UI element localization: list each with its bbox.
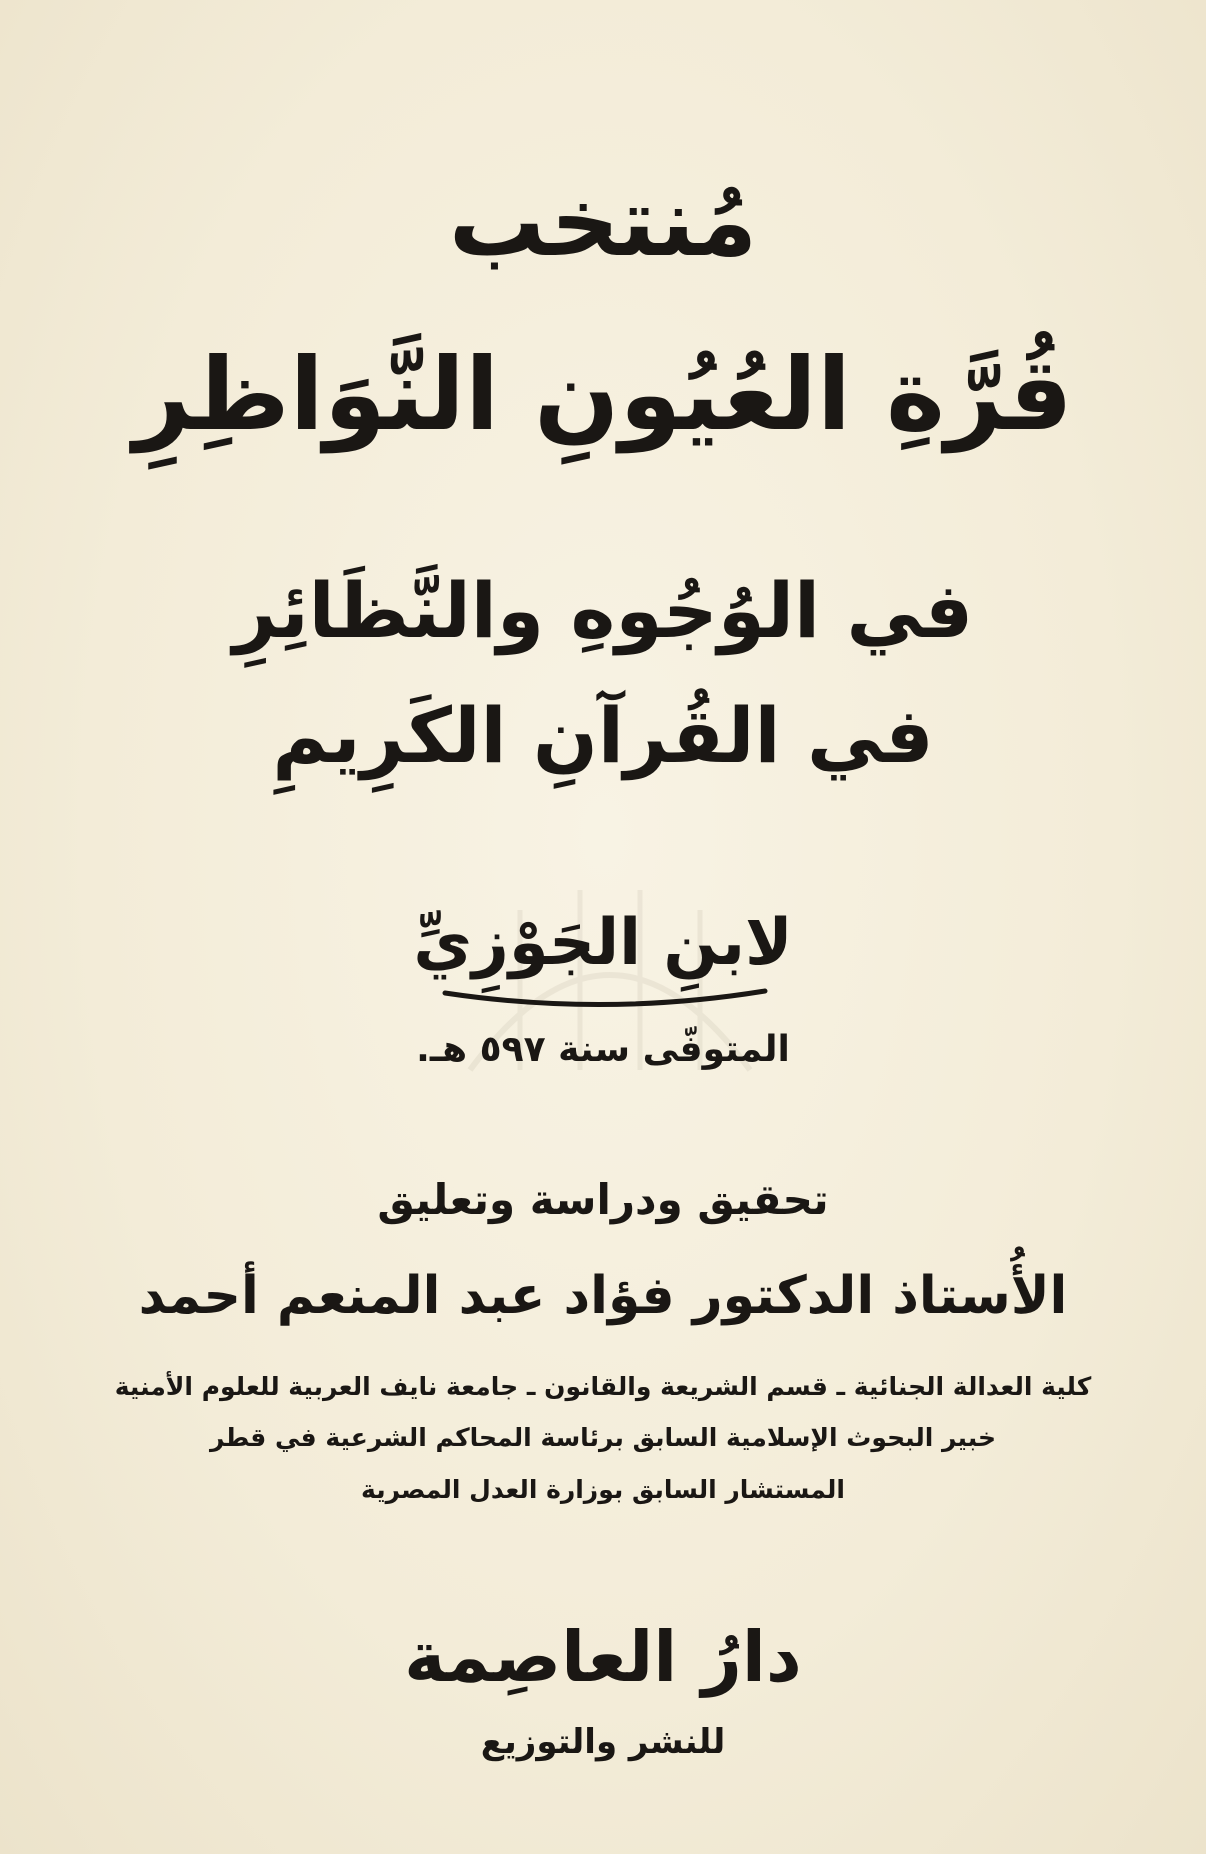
author-name: لابنِ الجَوْزِيِّ	[413, 906, 793, 980]
book-title-main: مُنتخب	[448, 166, 758, 278]
editor-affiliation-1: كلية العدالة الجنائية ـ قسم الشريعة والقانون ـ جامعة نايف العربية للعلوم الأمنية	[114, 1372, 1092, 1401]
editor-affiliation-3: المستشار السابق بوزارة العدل المصرية	[361, 1475, 845, 1504]
author-death-date: المتوفّى سنة ٥٩٧ هـ.	[416, 1029, 790, 1070]
book-subtitle-line2: في القُرآنِ الكَرِيمِ	[272, 691, 934, 780]
publisher-name: دارُ العاصِمة	[404, 1616, 802, 1698]
author-underline-swash	[440, 985, 770, 1015]
editor-affiliation-2: خبير البحوث الإسلامية السابق برئاسة المحاكم الشرعية في قطر	[210, 1423, 996, 1452]
book-title-sub: قُرَّةِ العُيُونِ النَّوَاظِرِ	[133, 336, 1073, 453]
publisher-tagline: للنشر والتوزيع	[480, 1722, 726, 1762]
book-subtitle-line1: في الوُجُوهِ والنَّظَائِرِ	[232, 566, 974, 655]
editor-name: الأُستاذ الدكتور فؤاد عبد المنعم أحمد	[138, 1266, 1068, 1326]
edited-by-label: تحقيق ودراسة وتعليق	[377, 1175, 829, 1224]
